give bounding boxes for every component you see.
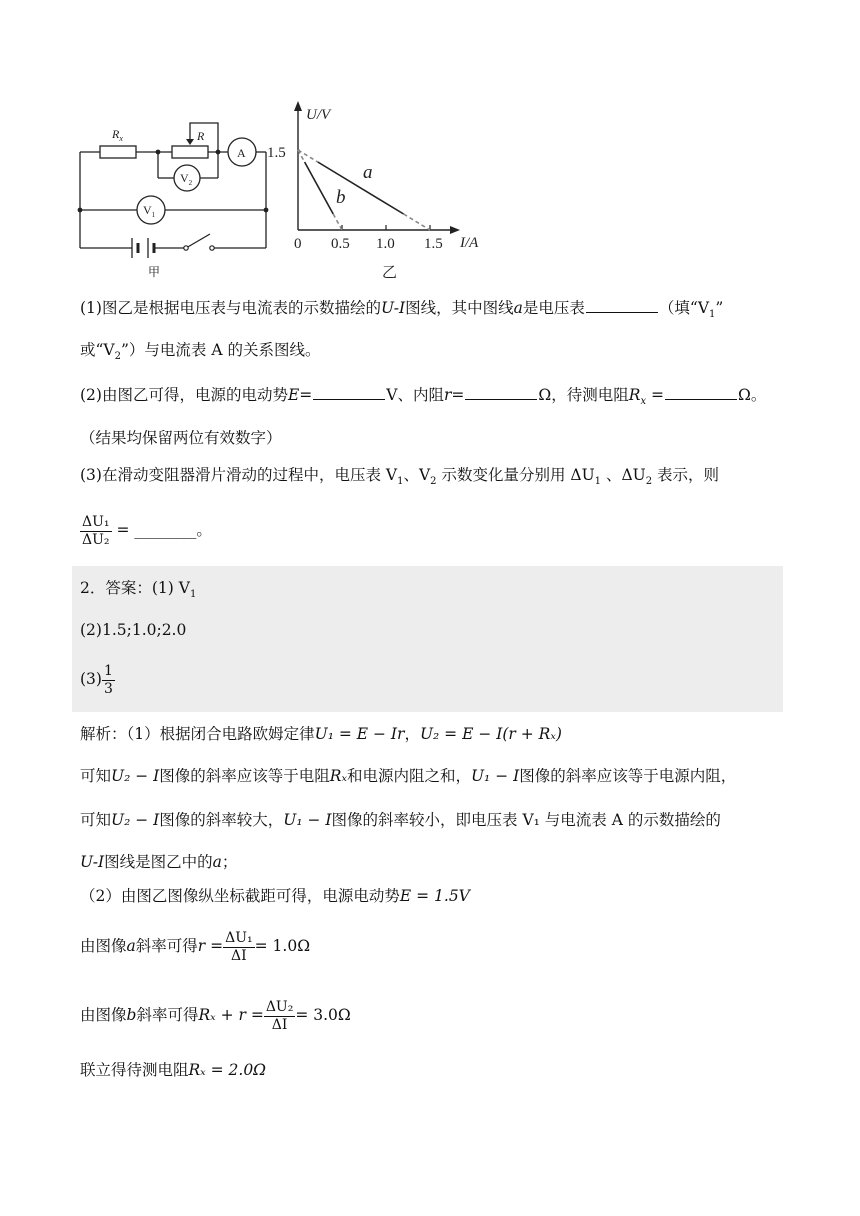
blank-q2-e <box>313 384 385 400</box>
fraction-one-third: $\frac{1}{3}$ <box>103 662 113 697</box>
fraction-du1-du2: $\frac{\text{ΔU₁}}{\text{ΔU₂}}$ <box>82 513 110 548</box>
blank-q2-r <box>465 384 537 400</box>
series-b-segment-1 <box>305 162 334 214</box>
analysis-line-5: （2）由图乙图像纵坐标截距可得，电源电动势E = 1.5V <box>80 887 470 905</box>
origin-label: 0 <box>294 236 302 252</box>
analysis-line-4: U-I图线是图乙中的a； <box>80 853 238 871</box>
y-axis-label: U/V <box>306 107 331 123</box>
question-2-note: （结果均保留两位有效数字） <box>80 429 282 447</box>
resistor-rx <box>100 146 136 158</box>
y-tick-1-5: 1.5 <box>267 145 286 161</box>
analysis-line-8: 联立得待测电阻Rₓ = 2.0Ω <box>80 1061 267 1079</box>
label-ammeter: A <box>237 146 246 160</box>
label-v1: $V_1$ <box>143 203 156 219</box>
answer-line-1: 2．答案：(1) $V_1$ <box>80 579 197 601</box>
label-rx: $R_x$ <box>112 127 123 143</box>
analysis-line-1: 解析：（1）根据闭合电路欧姆定律U₁ = E − Ir，U₂ = E − I(r + Rₓ) <box>80 725 562 743</box>
question-1-line-1: (1)图乙是根据电压表与电流表的示数描绘的U-I图线，其中图线a是电压表 （填“$V_1$” <box>80 299 724 321</box>
series-b-segment-2 <box>333 214 342 230</box>
analysis-line-6: 由图像a斜率可得r = $\frac{\text{ΔU₁}}{\Delta I}$ = 1.0Ω <box>80 929 311 964</box>
x-tick-label-1.0: 1.0 <box>376 236 395 252</box>
caption-yi: 乙 <box>382 265 398 281</box>
analysis-line-3: 可知U₂ − I图像的斜率较大，U₁ − I图像的斜率较小，即电压表 V₁ 与电流表 A 的示数描绘的 <box>80 811 721 829</box>
x-axis-label: I/A <box>460 235 479 251</box>
x-tick-label-0.5: 0.5 <box>331 236 350 252</box>
fraction-du2-di: $\frac{\text{ΔU₂}}{\Delta I}$ <box>265 998 294 1033</box>
question-3-line-2: $\frac{\text{ΔU₁}}{\text{ΔU₂}}$ = ________。 <box>82 513 212 548</box>
series-a-segment-0 <box>298 150 318 162</box>
question-1-line-2: 或“$V_2$”）与电流表 A 的关系图线。 <box>80 341 321 363</box>
caption-jia: 甲 <box>148 265 161 279</box>
blank-q1 <box>586 297 658 313</box>
rheostat <box>172 146 208 158</box>
analysis-line-2: 可知U₂ − I图像的斜率应该等于电阻Rₓ和电源内阻之和，U₁ − I图像的斜率应该等于电源内阻， <box>80 767 737 785</box>
series-a-segment-1 <box>318 162 404 214</box>
line-b-label: b <box>336 187 346 208</box>
circuit-diagram <box>70 100 285 285</box>
question-2-line-1: (2)由图乙可得，电源的电动势E= V、内阻r= Ω，待测电阻$R_x = \Omega$。 <box>80 386 767 408</box>
analysis-line-7: 由图像b斜率可得Rₓ + r = $\frac{\text{ΔU₂}}{\Delta I}$ = 3.0Ω <box>80 998 351 1033</box>
answer-line-2: (2)1.5;1.0;2.0 <box>80 621 187 639</box>
label-v2: $V_2$ <box>180 171 193 187</box>
label-rheostat: R <box>197 129 205 143</box>
line-a-label: a <box>363 162 373 183</box>
ui-graph <box>262 95 502 285</box>
x-tick-label-1.5: 1.5 <box>424 236 443 252</box>
fraction-du1-di: $\frac{\text{ΔU₁}}{\Delta I}$ <box>225 929 253 964</box>
answer-line-3: (3) $\frac{1}{3}$ <box>80 662 113 697</box>
question-3-line-1: (3)在滑动变阻器滑片滑动的过程中，电压表 $V_1$、$V_2$ 示数变化量分别用 $\Delta U_1$ 、$\Delta U_2$ 表示，则 <box>80 466 720 488</box>
series-a-segment-2 <box>404 214 430 230</box>
blank-q2-rx <box>665 384 737 400</box>
